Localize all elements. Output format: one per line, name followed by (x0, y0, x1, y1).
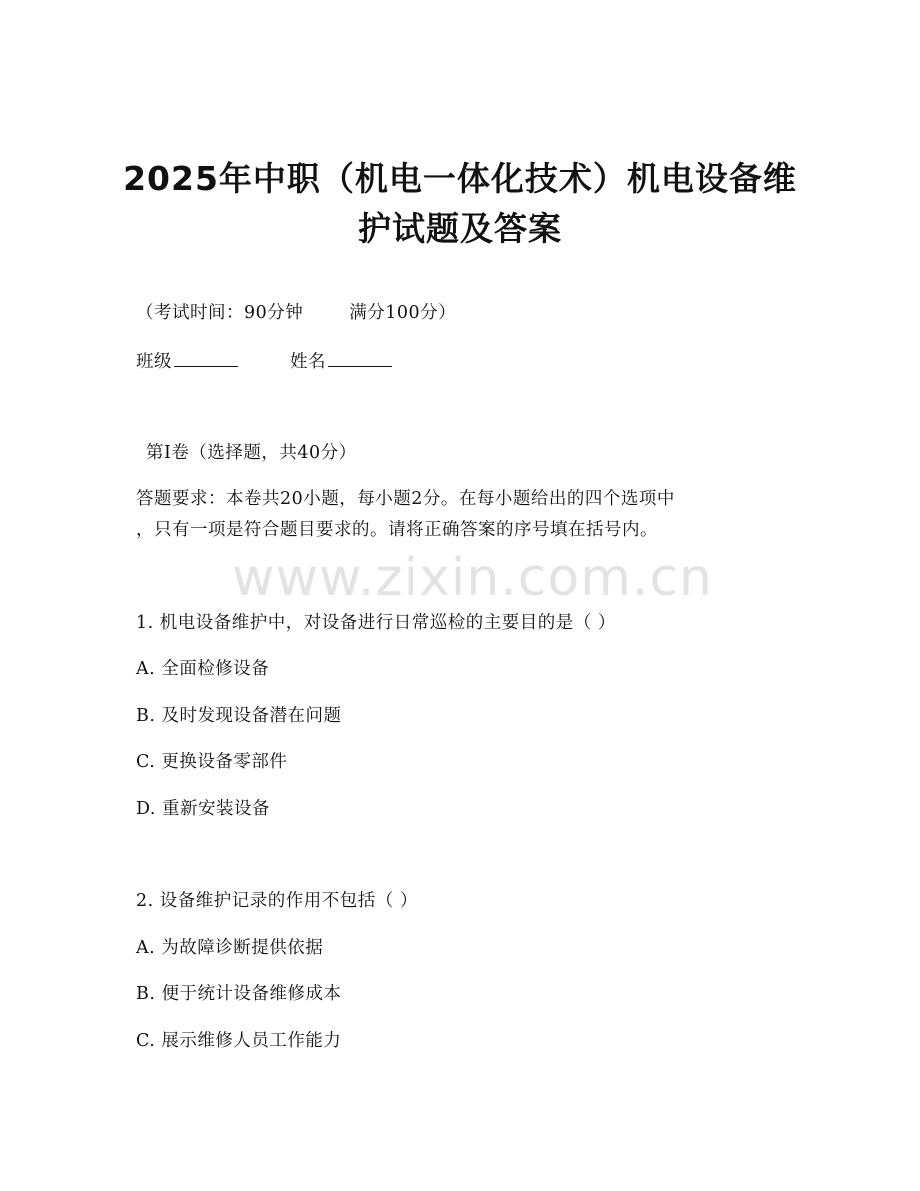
instructions-line-1: 答题要求：本卷共20小题，每小题2分。在每小题给出的四个选项中 (136, 489, 675, 509)
exam-info (136, 301, 456, 325)
document-title-line-2: 护试题及答案 (358, 209, 562, 248)
question-1-option-a: A. 全面检修设备 (136, 659, 270, 679)
question-2-option-b: B. 便于统计设备维修成本 (136, 984, 342, 1004)
document-title-line-1: 2025年中职（机电一体化技术）机电设备维 (123, 159, 797, 198)
section-heading: 第Ⅰ卷（选择题，共40分） (146, 443, 357, 463)
exam-score: 满分100分） (349, 303, 457, 323)
class-blank (174, 350, 238, 367)
question-2-stem: 2. 设备维护记录的作用不包括（ ） (136, 891, 418, 911)
question-1-stem: 1. 机电设备维护中，对设备进行日常巡检的主要目的是（ ） (136, 613, 616, 633)
name-blank (328, 350, 392, 367)
question-2-option-c: C. 展示维修人员工作能力 (136, 1031, 342, 1051)
exam-time: （考试时间：90分钟 (136, 303, 304, 323)
question-1-option-b: B. 及时发现设备潜在问题 (136, 706, 342, 726)
instructions-line-2: ，只有一项是符合题目要求的。请将正确答案的序号填在括号内。 (136, 520, 658, 540)
question-1-option-d: D. 重新安装设备 (136, 799, 271, 819)
question-1-option-c: C. 更换设备零部件 (136, 752, 288, 772)
class-label: 班级 (136, 352, 172, 372)
student-info (136, 350, 392, 374)
watermark: www.zixin.com.cn (232, 548, 713, 608)
question-2-option-a: A. 为故障诊断提供依据 (136, 938, 324, 958)
name-label: 姓名 (290, 352, 326, 372)
